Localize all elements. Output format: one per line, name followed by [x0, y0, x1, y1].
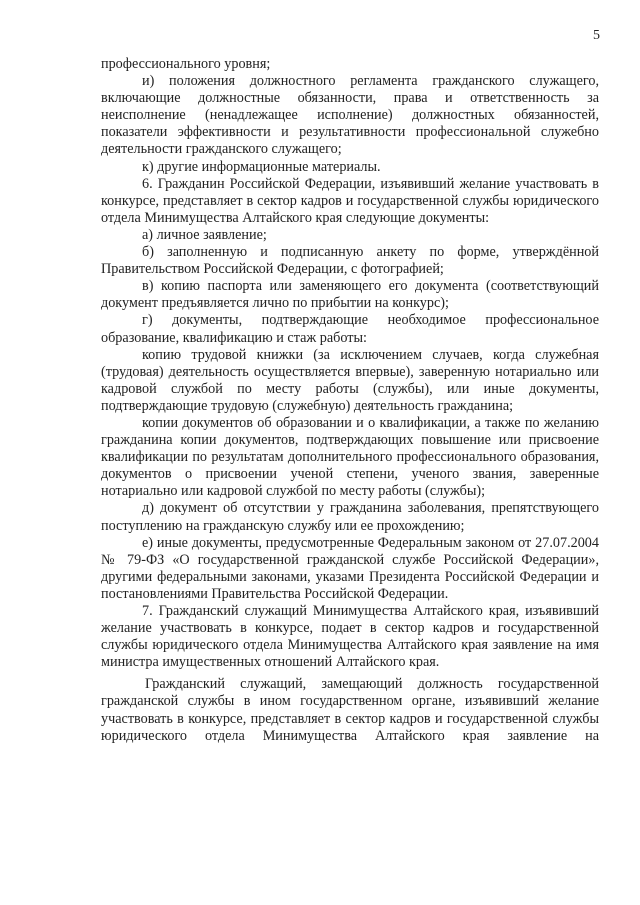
paragraph-education-copies: копии документов об образовании и о квалификации, а также по желанию гражданина копии документов, подтверждающих повышение или присвоение квалификации по результатам дополнительного профессионального образования, документов о присвоении ученой степени, ученого звания, заверенные нотариально или кадровой службой по месту работы (службы);	[101, 414, 599, 500]
paragraph-item-g: г) документы, подтверждающие необходимое профессиональное образование, квалификацию и стаж работы:	[101, 312, 599, 346]
paragraph-clause-7: 7. Гражданский служащий Минимущества Алтайского края, изъявивший желание участвовать в конкурсе, подает в сектор кадров и государственной службы юридического отдела Минимущества Алтайского края заявление на имя министра имущественных отношений Алтайского края.	[101, 603, 599, 671]
paragraph-item-e: е) иные документы, предусмотренные Федеральным законом от 27.07.2004 № 79-ФЗ «О государственной гражданской службе Российской Федерации», другими федеральными законами, указами Президента Российской Федерации и постановлениями Правительства Российской Федерации.	[101, 534, 599, 602]
paragraph-item-v: в) копию паспорта или заменяющего его документа (соответствующий документ предъявляется лично по прибытии на конкурс);	[101, 278, 599, 312]
document-body	[101, 56, 599, 745]
paragraph-clause-6: 6. Гражданин Российской Федерации, изъявивший желание участвовать в конкурсе, представляет в сектор кадров и государственной службы юридического отдела Минимущества Алтайского края следующие документы:	[101, 175, 599, 226]
paragraph-item-d: д) документ об отсутствии у гражданина заболевания, препятствующего поступлению на гражданскую службу или ее прохождению;	[101, 500, 599, 534]
paragraph-professional-level: профессионального уровня;	[101, 56, 271, 72]
paragraph-item-a: а) личное заявление;	[142, 226, 267, 243]
page-number: 5	[593, 28, 600, 43]
paragraph-item-i: и) положения должностного регламента гражданского служащего, включающие должностные обязанности, права и ответственность за неисполнение (ненадлежащее исполнение) должностных обязанностей, показатели эффективности и результативности профессиональной служебно деятельности гражданского служащего;	[101, 73, 599, 158]
paragraph-item-k: к) другие информационные материалы.	[142, 158, 381, 175]
paragraph-other-agency-servant: Гражданский служащий, замещающий должность государственной гражданской службы в ином государственном органе, изъявивший желание участвовать в конкурсе, представляет в сектор кадров и государственной службы юридического отдела Минимущества Алтайского края заявление на	[101, 676, 599, 744]
paragraph-work-record-copy: копию трудовой книжки (за исключением случаев, когда служебная (трудовая) деятельность осуществляется впервые), заверенную нотариально или кадровой службой по месту работы (службы), или иные документы, подтверждающие трудовую (служебную) деятельность гражданина;	[101, 346, 599, 414]
paragraph-item-b: б) заполненную и подписанную анкету по форме, утверждённой Правительством Российской Федерации, с фотографией;	[101, 244, 599, 278]
